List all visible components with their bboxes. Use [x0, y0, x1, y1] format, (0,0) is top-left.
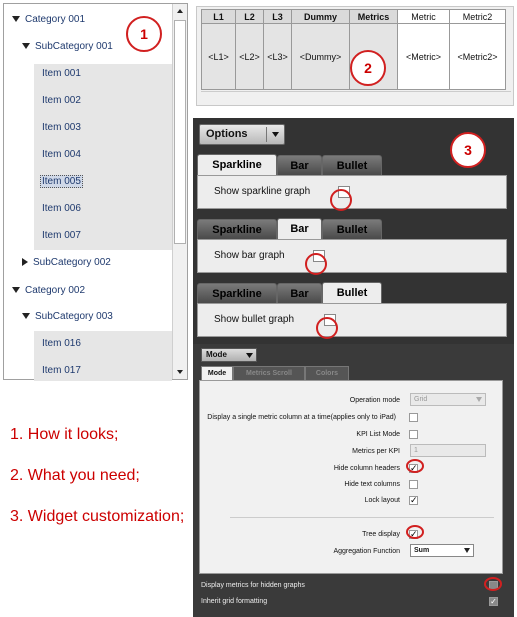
operation-mode-select[interactable]	[410, 393, 486, 406]
tab-bullet[interactable]: Bullet	[322, 282, 382, 304]
tree-node-item[interactable]	[42, 117, 81, 139]
tab-metrics-scroll[interactable]: Metrics Scroll	[233, 366, 305, 380]
table-cell: <L1>	[202, 24, 236, 90]
chevron-down-icon	[464, 548, 470, 553]
tab-content	[197, 239, 507, 273]
chevron-down-icon	[246, 353, 253, 358]
kpi-list-label: KPI List Mode	[356, 431, 400, 438]
operation-mode-label: Operation mode	[349, 397, 400, 404]
tree-node-label: Item 005	[42, 176, 81, 187]
aggregation-function-select[interactable]	[410, 544, 474, 557]
tree-node-label: Item 006	[42, 203, 81, 214]
tab-bar[interactable]: Bar	[277, 218, 322, 240]
tab-content	[197, 303, 507, 337]
grid-footer-row	[201, 91, 511, 105]
tree-node-subcategory[interactable]	[22, 252, 111, 274]
tab-mode[interactable]: Mode	[201, 366, 233, 380]
table-cell: <L3>	[264, 24, 292, 90]
show-sparkline-label: Show sparkline graph	[214, 186, 311, 197]
hide-column-headers-label: Hide column headers	[333, 465, 400, 472]
display-hidden-graphs-label: Display metrics for hidden graphs	[201, 582, 305, 589]
lock-layout-checkbox[interactable]: ✓	[410, 495, 418, 505]
tree-display-label: Tree display	[362, 531, 400, 538]
table-cell: <Metric2>	[450, 24, 506, 90]
single-metric-label: Display a single metric column at a time(applies only to iPad)	[207, 414, 396, 421]
tab-bullet[interactable]: Bullet	[322, 155, 382, 175]
column-header: Dummy	[292, 10, 350, 24]
tree-node-label: Item 001	[42, 68, 81, 79]
tab-strip	[197, 283, 507, 303]
metrics-per-kpi-label: Metrics per KPI	[352, 448, 400, 455]
tree-node-label: Item 003	[42, 122, 81, 133]
operation-mode-value: Grid	[414, 396, 428, 403]
mode-dropdown-label: Mode	[206, 350, 227, 359]
tree-node-subcategory[interactable]	[22, 306, 113, 328]
note-item: 3. Widget customization;	[10, 508, 185, 525]
bullet-tabset	[197, 283, 507, 337]
scroll-up-arrow-icon[interactable]	[175, 6, 185, 16]
highlight-ring	[305, 253, 327, 275]
tree-node-item-selected[interactable]	[40, 171, 83, 193]
tab-colors[interactable]: Colors	[305, 366, 349, 380]
lock-layout-label: Lock layout	[364, 497, 400, 504]
tree-node-item[interactable]	[42, 63, 81, 85]
callout-2: 2	[350, 50, 386, 86]
aggregation-function-label: Aggregation Function	[333, 548, 400, 555]
expanded-triangle-icon[interactable]	[12, 16, 20, 22]
highlight-ring	[330, 189, 352, 211]
tree-node-label: Category 002	[25, 285, 86, 296]
scroll-down-arrow-icon[interactable]	[175, 367, 185, 377]
callout-3: 3	[450, 132, 486, 168]
column-header: L2	[236, 10, 264, 24]
chevron-down-icon	[271, 131, 280, 138]
divider	[266, 127, 267, 142]
chevron-down-icon	[476, 397, 482, 402]
bar-tabset	[197, 219, 507, 273]
tree-panel	[3, 3, 188, 380]
tree-node-label: Item 016	[42, 338, 81, 349]
tree-node-category[interactable]	[12, 280, 85, 302]
tab-content	[197, 175, 507, 209]
show-bullet-label: Show bullet graph	[214, 314, 295, 325]
tab-sparkline[interactable]: Sparkline	[197, 219, 277, 239]
tree-node-label: SubCategory 002	[33, 257, 111, 268]
table-cell: <Metric>	[398, 24, 450, 90]
tab-bar[interactable]: Bar	[277, 155, 322, 175]
tree-node-subcategory[interactable]	[22, 36, 113, 58]
column-header: Metric	[398, 10, 450, 24]
tree-node-item[interactable]	[42, 144, 81, 166]
tree-node-item[interactable]	[42, 360, 81, 382]
tab-strip	[197, 219, 507, 239]
tree-node-label: Item 002	[42, 95, 81, 106]
tree-node-label: SubCategory 001	[35, 41, 113, 52]
tree-node-item[interactable]	[42, 198, 81, 220]
highlight-ring	[484, 577, 502, 591]
inherit-grid-formatting-label: Inherit grid formatting	[201, 598, 268, 605]
expanded-triangle-icon[interactable]	[22, 43, 30, 49]
tree-node-item[interactable]	[42, 90, 81, 112]
highlight-ring	[316, 317, 338, 339]
column-header: L1	[202, 10, 236, 24]
notes-list	[10, 425, 190, 548]
tab-sparkline[interactable]: Sparkline	[197, 154, 277, 176]
tab-bar[interactable]: Bar	[277, 283, 322, 303]
show-bar-label: Show bar graph	[214, 250, 285, 261]
expanded-triangle-icon[interactable]	[22, 313, 30, 319]
tree-node-label: Category 001	[25, 14, 86, 25]
tree-node-category[interactable]	[12, 9, 85, 31]
table-cell: <L2>	[236, 24, 264, 90]
scroll-thumb[interactable]	[174, 20, 186, 244]
column-header: Metric2	[450, 10, 506, 24]
options-dropdown-button[interactable]	[199, 124, 285, 145]
note-item: 2. What you need;	[10, 467, 140, 484]
table-cell: <Dummy>	[292, 24, 350, 90]
tree-node-label: Item 007	[42, 230, 81, 241]
callout-1: 1	[126, 16, 162, 52]
vertical-scrollbar[interactable]	[172, 4, 187, 379]
aggregation-value: Sum	[414, 547, 430, 554]
tree-node-item[interactable]	[42, 225, 81, 247]
tree-node-label: SubCategory 003	[35, 311, 113, 322]
options-label: Options	[206, 128, 248, 140]
single-metric-checkbox[interactable]	[409, 413, 418, 422]
collapsed-triangle-icon[interactable]	[22, 258, 28, 266]
divider	[230, 517, 494, 518]
tree-node-item[interactable]	[42, 333, 81, 355]
note-item: 1. How it looks;	[10, 426, 119, 443]
column-header: Metrics	[350, 10, 398, 24]
tab-sparkline[interactable]: Sparkline	[197, 283, 277, 303]
tree-display-checkbox[interactable]: ✓	[410, 529, 418, 539]
hide-column-headers-checkbox[interactable]: ✓	[410, 463, 418, 473]
mode-dropdown[interactable]	[201, 348, 257, 362]
highlight-ring	[406, 525, 424, 539]
hide-text-columns-checkbox[interactable]	[409, 480, 418, 489]
highlight-ring	[406, 459, 424, 473]
mode-settings-form	[199, 380, 503, 574]
kpi-list-checkbox[interactable]	[409, 430, 418, 439]
hide-text-columns-label: Hide text columns	[344, 481, 400, 488]
tree-node-label: Item 017	[42, 365, 81, 376]
inherit-grid-formatting-checkbox[interactable]: ✓	[490, 597, 497, 606]
column-header: L3	[264, 10, 292, 24]
tab-bullet[interactable]: Bullet	[322, 219, 382, 239]
metrics-per-kpi-input[interactable]: 1	[410, 444, 486, 457]
expanded-triangle-icon[interactable]	[12, 287, 20, 293]
tree-node-label: Item 004	[42, 149, 81, 160]
mode-settings-panel	[193, 344, 514, 617]
